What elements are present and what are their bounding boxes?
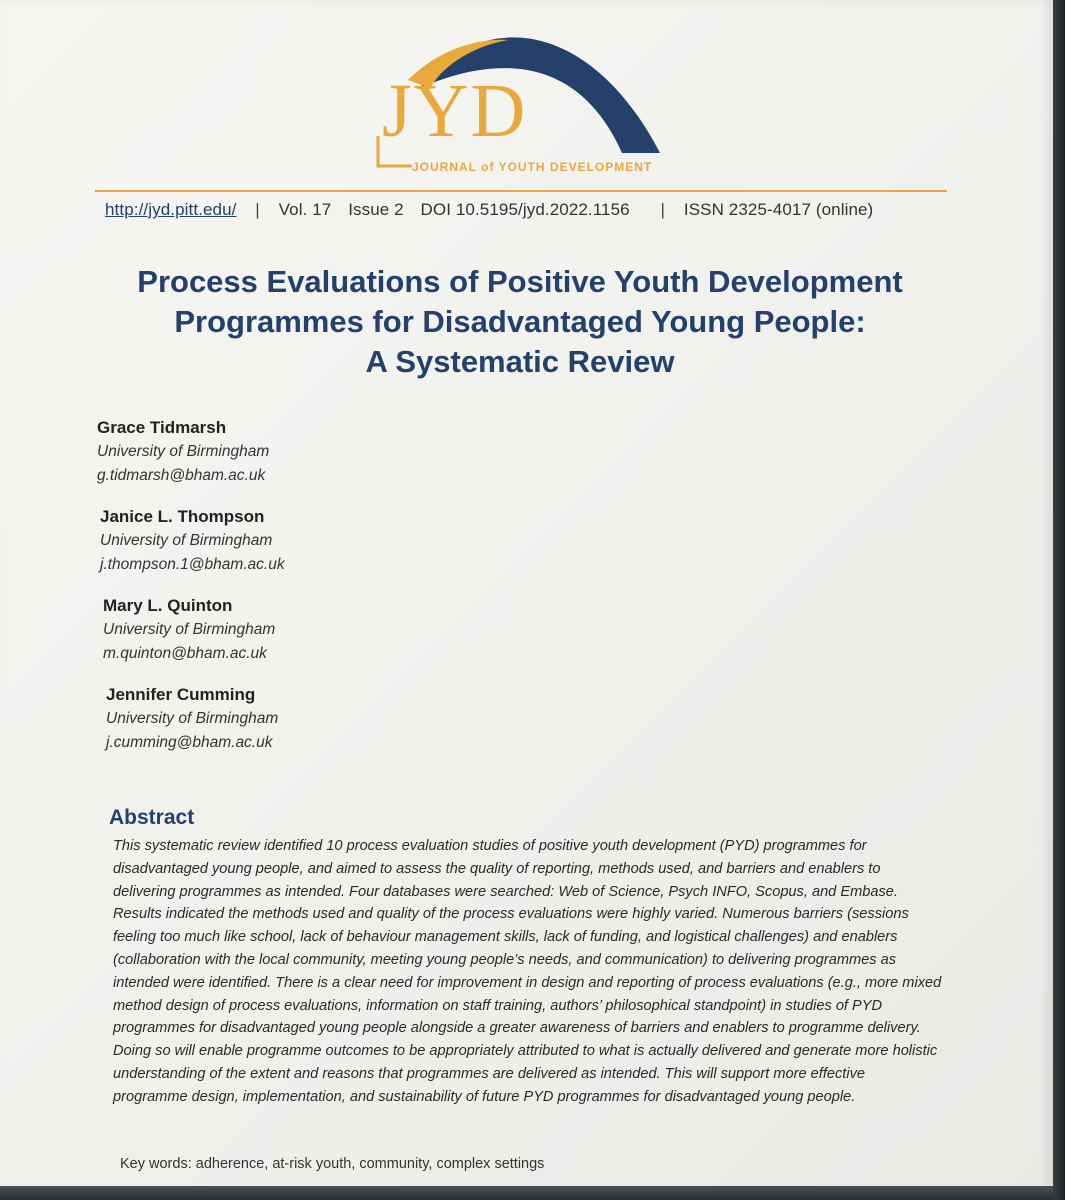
author-name: Mary L. Quinton [103, 596, 233, 615]
title-line-1: Process Evaluations of Positive Youth Development [137, 264, 903, 299]
article-title [70, 262, 970, 382]
author-block [97, 683, 497, 755]
logo-letters: JYD [382, 69, 528, 153]
issn: ISSN 2325-4017 (online) [683, 200, 874, 219]
author-affiliation: University of Birmingham [103, 621, 276, 638]
divider: | [255, 200, 260, 219]
doi: DOI 10.5195/jyd.2022.1156 [420, 200, 630, 219]
header-rule [95, 190, 947, 192]
journal-meta-line [105, 200, 945, 220]
title-line-2: Programmes for Disadvantaged Young People: [174, 304, 866, 339]
author-email[interactable]: j.thompson.1@bham.ac.uk [100, 556, 285, 573]
author-email[interactable]: m.quinton@bham.ac.uk [103, 645, 267, 662]
logo-tagline: JOURNAL of YOUTH DEVELOPMENT [412, 160, 653, 174]
keywords: Key words: adherence, at-risk youth, community, complex settings [120, 1156, 545, 1172]
author-block [97, 594, 497, 666]
journal-url-link[interactable]: http://jyd.pitt.edu/ [105, 200, 237, 219]
volume: Vol. 17 [278, 200, 332, 219]
author-name: Janice L. Thompson [100, 507, 265, 526]
author-name: Jennifer Cumming [106, 685, 256, 704]
author-name: Grace Tidmarsh [97, 418, 227, 437]
author-block [97, 505, 497, 577]
author-email[interactable]: j.cumming@bham.ac.uk [106, 734, 273, 751]
abstract-heading: Abstract [109, 806, 195, 829]
monitor-bezel-bottom [0, 1186, 1053, 1200]
author-affiliation: University of Birmingham [106, 710, 279, 727]
author-affiliation: University of Birmingham [97, 443, 270, 460]
author-block [97, 416, 497, 488]
author-list [97, 416, 497, 772]
jyd-logo [360, 18, 670, 183]
issue: Issue 2 [348, 200, 404, 219]
author-affiliation: University of Birmingham [100, 532, 273, 549]
monitor-bezel-right [1053, 0, 1065, 1200]
author-email[interactable]: g.tidmarsh@bham.ac.uk [97, 467, 266, 484]
abstract-text: This systematic review identified 10 process evaluation studies of positive youth development (PYD) programmes for disadvantaged young people, and aimed to assess the quality of reporting, methods used, and barriers and enablers to delivering programmes as intended. Four databases were searched: Web of Science, Psych INFO, Scopus, and Embase. Results indicated the methods used and quality of the process evaluations were highly varied. Numerous barriers (sessions feeling too much like school, lack of behaviour management skills, lack of funding, and logistical challenges) and enablers (collaboration with the local community, meeting young people’s needs, and communication) to delivering programmes as intended were identified. There is a clear need for improvement in design and reporting of process evaluations (e.g., more mixed method design of process evaluations, information on staff training, authors’ philosophical standpoint) in studies of PYD programmes for disadvantaged young people alongside a greater awareness of barriers and enablers to programme delivery. Doing so will enable programme outcomes to be appropriately attributed to what is actually delivered and generate more holistic understanding of the extent and reasons that programmes are delivered as intended. This will support more effective programme design, implementation, and sustainability of future PYD programmes for disadvantaged young people. [113, 838, 942, 1105]
title-line-3: A Systematic Review [365, 344, 675, 379]
divider: | [660, 200, 666, 219]
